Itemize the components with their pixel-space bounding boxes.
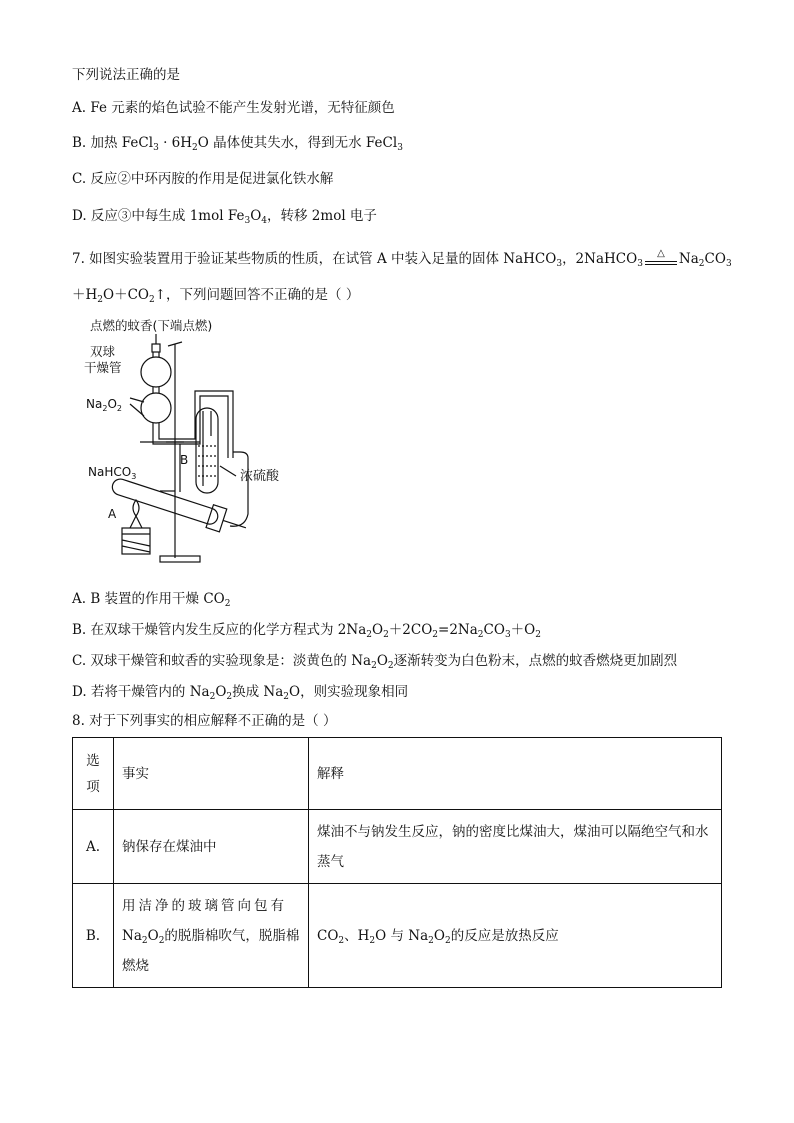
q6-option-b [72, 134, 403, 152]
subscript: 2 [366, 630, 372, 640]
header-option [73, 738, 114, 810]
label-na2o2: $Na_2O_2$ [86, 397, 122, 413]
q6-option-d: D. 反应③中每生成 1mol $Fe_3O_4$，转移 2mol 电子 [72, 208, 377, 226]
q6-option-c [72, 170, 333, 188]
q6-option-d-text: D. 反应③中每生成 1mol Fe [72, 208, 245, 224]
subscript: 3 [397, 143, 403, 153]
subscript: 2 [224, 599, 231, 609]
drying-ball-lower [141, 393, 171, 423]
q7-option-a [72, 590, 230, 608]
header-explain: 解释 [309, 738, 722, 810]
row-a-option: A. [73, 810, 114, 884]
table-header-row [73, 738, 722, 810]
heat-triangle: △ [657, 248, 665, 259]
q8-table [72, 737, 722, 988]
q7-stem-line2-text: ＋H [72, 287, 98, 303]
mosquito-coil [152, 344, 160, 352]
q6-option-b-text3: O 晶体使其失水，得到无水 FeCl [197, 135, 398, 151]
heat-condition-sign [643, 250, 679, 270]
label-b: B [180, 453, 189, 467]
table-row [73, 810, 722, 884]
q7-option-b-text: B. 在双球干燥管内发生反应的化学方程式为 2Na [72, 622, 367, 638]
label-nahco3: NaHCO$_3$ [88, 465, 137, 481]
q6-option-a [72, 99, 395, 117]
subscript: 2 [477, 630, 484, 640]
header-fact: 事实 [114, 738, 309, 810]
drying-ball-upper [141, 357, 171, 387]
q7-stem-text: 7. 如图实验装置用于验证某些物质的性质，在试管 A 中装入足量的固体 NaHCO [72, 251, 557, 267]
q7-option-d-text4: O，则实验现象相同 [289, 684, 409, 700]
intro-text: 下列说法正确的是 [72, 67, 180, 83]
q7-option-b-text5: CO [483, 622, 505, 638]
q7-option-b-text2: O [371, 622, 384, 638]
q7-option-b-text4: =2Na [438, 622, 478, 638]
label-mosquito-coil: 点燃的蚊香(下端点燃) [90, 318, 213, 333]
subscript: 3 [504, 630, 511, 640]
q7-option-c-text: C. 双球干燥管和蚊香的实验现象是：淡黄色的 Na [72, 653, 372, 669]
subscript: 2 [226, 692, 233, 702]
subscript: 2 [698, 259, 705, 269]
q7-option-c [72, 652, 677, 670]
q7-stem-text3: Na [678, 251, 699, 267]
subscript: 2 [148, 295, 155, 305]
label-a: A [108, 507, 117, 521]
subscript: 4 [261, 216, 268, 226]
q7-stem-line1: 7. 如图实验装置用于验证某些物质的性质，在试管 A 中装入足量的固体 NaHCO$_3$，2NaHCO$_3$△ $Na_2CO_3$ [72, 248, 732, 269]
row-b-fact-line3: 燃烧 [122, 957, 149, 974]
subscript: 2 [371, 661, 377, 671]
q8-stem [72, 712, 336, 730]
q7-option-b-text6: ＋O [510, 622, 536, 638]
q6-option-a-text: A. Fe 元素的焰色试验不能产生发射光谱，无特征颜色 [72, 100, 395, 116]
connector-tube [153, 396, 228, 458]
table-row [73, 884, 722, 988]
q7-option-d-text3: 换成 Na [232, 684, 284, 700]
row-a-explain: 煤油不与钠发生反应，钠的密度比煤油大，煤油可以隔绝空气和水蒸气 [309, 810, 722, 884]
q7-option-b-text3: ＋2CO [388, 622, 433, 638]
q7-stem-line2-text3: ↑，下列问题回答不正确的是（ ） [154, 287, 360, 303]
subscript: 3 [725, 259, 732, 269]
subscript: 3 [556, 259, 563, 269]
row-b-option: B. [73, 884, 114, 988]
q7-option-c-text2: O [376, 653, 388, 669]
q6-option-c-text: C. 反应②中环丙胺的作用是促进氯化铁水解 [72, 171, 334, 187]
row-b-fact [114, 884, 309, 988]
label-double-ball: 双球 [90, 344, 116, 359]
subscript: 2 [192, 143, 198, 153]
q8-stem-text: 8. 对于下列事实的相应解释不正确的是（ ） [72, 713, 337, 729]
q7-option-c-text3: 逐渐转变为白色粉末，点燃的蚊香燃烧更加剧烈 [393, 653, 678, 669]
flame [133, 500, 139, 516]
apparatus-figure [80, 316, 310, 578]
subscript: 3 [244, 216, 251, 226]
q6-option-b-text2: · 6H [158, 135, 193, 151]
row-b-fact-line1: 用洁净的玻璃管向包有 [122, 897, 287, 914]
q7-option-d-text: D. 若将干燥管内的 Na [72, 684, 210, 700]
q6-option-b-text: B. 加热 FeCl [72, 135, 154, 151]
subscript: 3 [637, 259, 643, 269]
subscript: 2 [283, 692, 290, 702]
wash-bottle-b [196, 408, 218, 493]
intro-line [72, 66, 180, 84]
subscript: 3 [153, 143, 159, 153]
q6-option-d-text2: ，转移 2mol 电子 [267, 208, 377, 224]
stand-base [160, 556, 200, 562]
q7-stem-line2-text2: O＋CO [103, 287, 149, 303]
row-b-explain: $CO_2$、$H_2O$ 与 $Na_2O_2$的反应是放热反应 [309, 884, 722, 988]
q7-option-a-text: A. B 装置的作用干燥 CO [72, 591, 225, 607]
subscript: 2 [383, 630, 389, 640]
q7-option-d-text2: O [215, 684, 227, 700]
subscript: 2 [209, 692, 216, 702]
label-concentrated-sulfuric-acid: 浓硫酸 [240, 469, 280, 484]
q7-option-b [72, 621, 541, 639]
q7-stem-line2 [72, 286, 359, 304]
subscript: 2 [387, 661, 394, 671]
subscript: 2 [432, 630, 439, 640]
q7-option-d [72, 683, 408, 701]
row-a-fact: 钠保存在煤油中 [114, 810, 309, 884]
row-b-fact-line2: $Na_2O_2$的脱脂棉吹气，脱脂棉 [122, 927, 300, 946]
subscript: 2 [97, 295, 104, 305]
q7-stem-text2: ，2NaHCO [562, 251, 638, 267]
subscript: 2 [535, 630, 541, 640]
header-option-text: 选项 [86, 752, 100, 795]
label-drying-tube: 干燥管 [84, 360, 122, 375]
